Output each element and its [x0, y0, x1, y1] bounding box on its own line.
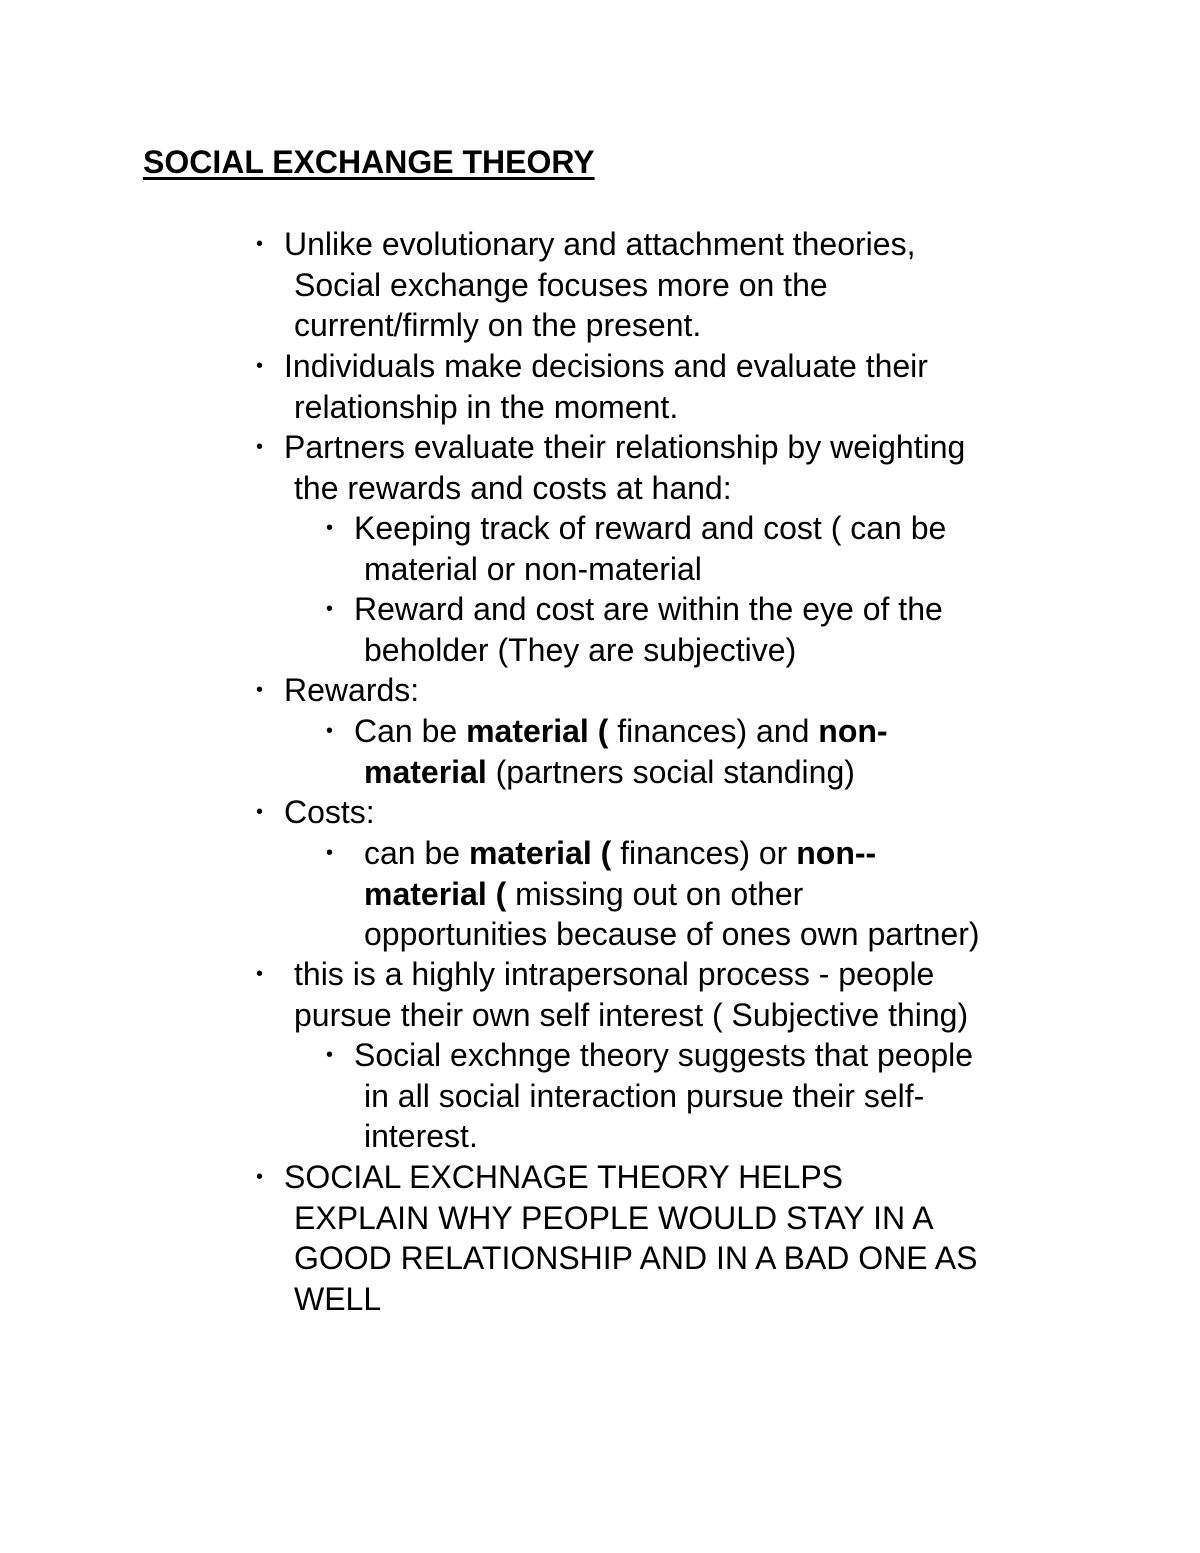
sub-list-item [326, 711, 1074, 792]
list-item-text: beholder (They are subjective) [364, 631, 797, 668]
bullet-icon: • [326, 598, 334, 620]
sub-list-item [326, 508, 1074, 589]
sub-list-item [326, 589, 1074, 670]
list-item-text: GOOD RELATIONSHIP AND IN A BAD ONE AS [294, 1240, 978, 1277]
list-item-text [354, 752, 1074, 793]
bullet-icon: • [256, 233, 264, 255]
list-item-text [364, 833, 1084, 874]
text-run: Can be [354, 713, 467, 749]
bold-term: material ( [364, 875, 507, 912]
sub-list-item [326, 833, 1084, 955]
list-item-text: Rewards: [284, 672, 420, 708]
list-item [256, 954, 1094, 1035]
list-item-text: Unlike evolutionary and attachment theories, [284, 226, 916, 262]
list-item-text: WELL [294, 1281, 382, 1318]
bullet-icon: • [256, 1166, 264, 1188]
list-item-text: pursue their own self interest ( Subjective thing) [294, 996, 969, 1033]
bold-term: material ( [468, 835, 612, 871]
list-item [256, 224, 1084, 346]
list-item-text [364, 874, 1084, 915]
bullet-icon: • [326, 517, 334, 539]
list-item-text: opportunities because of ones own partner) [364, 916, 980, 953]
list-item-text: material or non-material [364, 550, 702, 587]
list-item [256, 427, 1084, 508]
list-item-text: relationship in the moment. [294, 388, 679, 425]
list-item-text: EXPLAIN WHY PEOPLE WOULD STAY IN A [294, 1199, 934, 1236]
bullet-icon: • [326, 720, 334, 742]
bullet-icon: • [256, 963, 264, 985]
text-run: finances) or [611, 835, 797, 871]
list-item [256, 346, 1084, 427]
text-run: (partners social standing) [486, 753, 855, 790]
list-item-text [354, 711, 1074, 752]
bullet-icon: • [256, 801, 264, 823]
list-item-text: Individuals make decisions and evaluate their [284, 348, 928, 384]
list-item-text: SOCIAL EXCHNAGE THEORY HELPS [284, 1159, 843, 1195]
list-item-text: Partners evaluate their relationship by weighting [284, 429, 966, 465]
bold-term: material ( [466, 713, 609, 749]
bold-term: material [364, 753, 487, 790]
bold-term: non-- [796, 835, 877, 871]
list-item-text: Costs: [284, 794, 375, 830]
text-run: finances) and [608, 713, 819, 749]
list-item-text: Keeping track of reward and cost ( can be [354, 510, 947, 546]
page-title: SOCIAL EXCHANGE THEORY [143, 144, 595, 180]
bullet-icon: • [256, 679, 264, 701]
list-item-text: this is a highly intrapersonal process - people [294, 956, 935, 992]
list-item-text: current/firmly on the present. [294, 307, 702, 344]
text-run: can be [364, 835, 469, 871]
list-item [256, 670, 1084, 711]
list-item-text: interest. [364, 1118, 478, 1155]
bullet-icon: • [256, 436, 264, 458]
bullet-icon: • [326, 1044, 334, 1066]
list-item [256, 792, 1084, 833]
bullet-icon: • [256, 355, 264, 377]
bold-term: non- [818, 713, 888, 749]
list-item-text: Social exchange focuses more on the [294, 266, 828, 303]
sub-list-item [326, 1035, 1074, 1157]
list-item-text: the rewards and costs at hand: [294, 469, 732, 506]
list-item-text: Reward and cost are within the eye of the [354, 591, 943, 627]
text-run: missing out on other [506, 875, 804, 912]
list-item-text: in all social interaction pursue their self- [364, 1077, 925, 1114]
list-item [256, 1157, 1084, 1320]
list-item-text: Social exchnge theory suggests that people [354, 1037, 974, 1073]
bullet-icon: • [326, 842, 334, 864]
